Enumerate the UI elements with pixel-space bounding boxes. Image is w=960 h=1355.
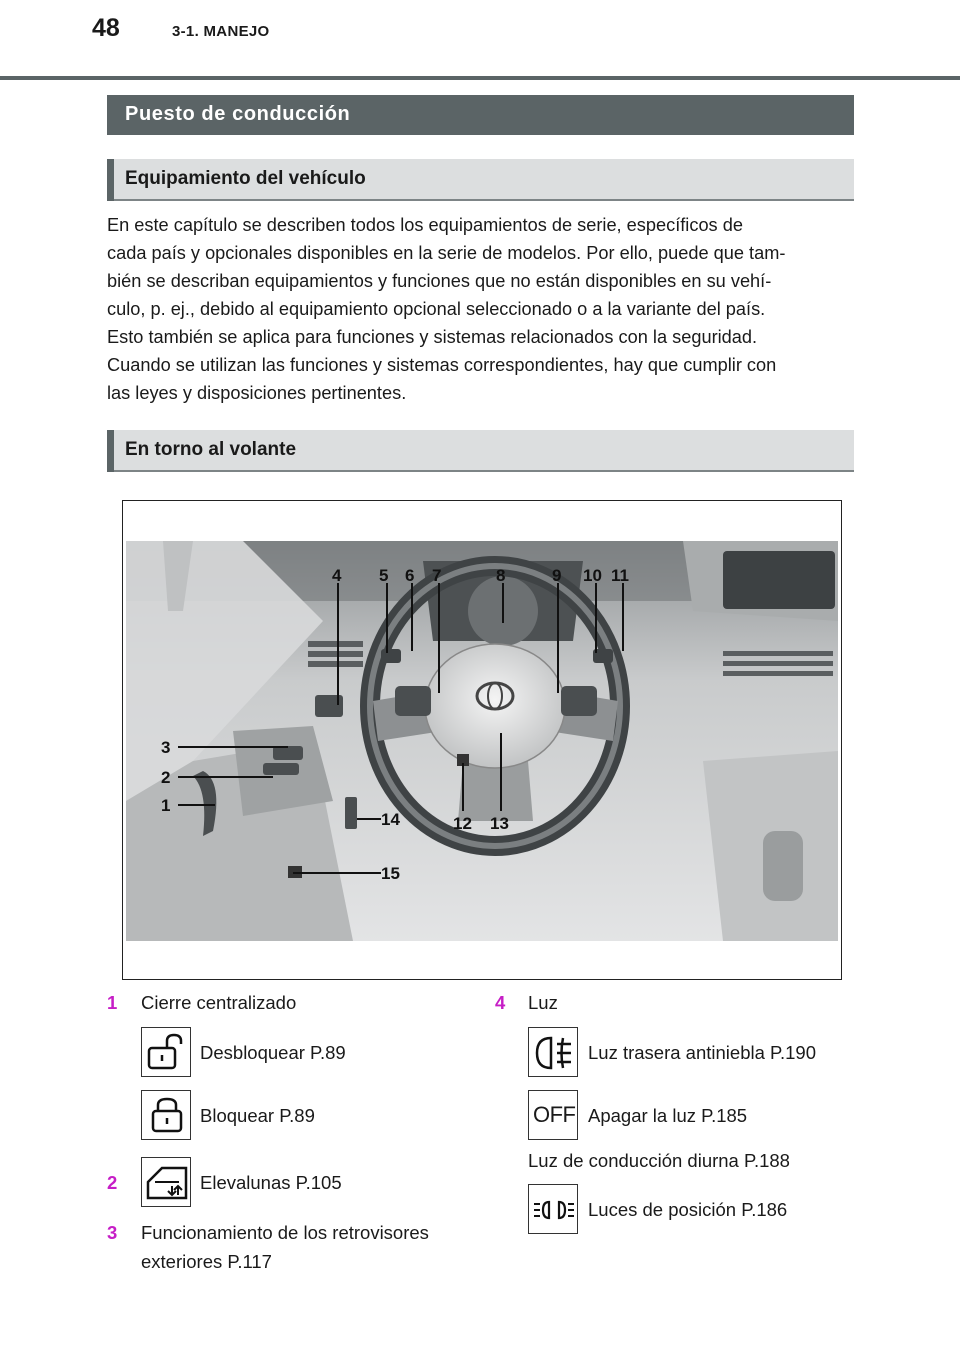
intro-line: bién se describan equipamientos y funciones que no están disponibles en su vehí- — [107, 271, 772, 291]
callout-1: 1 — [161, 796, 171, 815]
subsection-title: En torno al volante — [125, 439, 297, 460]
section-label: 3-1. MANEJO — [172, 23, 270, 40]
callout-7: 7 — [432, 566, 442, 585]
legend-number-4: 4 — [495, 992, 506, 1013]
header-rule — [0, 76, 960, 80]
light-off-icon — [528, 1090, 578, 1140]
window-label: Elevalunas P.105 — [200, 1172, 342, 1193]
cockpit-illustration — [123, 501, 841, 979]
lock-label: Bloquear P.89 — [200, 1105, 315, 1126]
subsection-title: Equipamiento del vehículo — [125, 168, 366, 189]
callout-12: 12 — [453, 814, 472, 833]
callout-6: 6 — [405, 566, 415, 585]
window-icon — [141, 1157, 191, 1207]
intro-paragraph — [107, 211, 857, 407]
gear-selector — [763, 831, 803, 901]
intro-line: culo, p. ej., debido al equipamiento opcional seleccionado o a la variante del país. — [107, 299, 766, 319]
drl-label: Luz de conducción diurna P.188 — [528, 1150, 790, 1171]
off-icon-text: OFF — [533, 1102, 576, 1127]
parking-light-label: Luces de posición P.186 — [588, 1199, 788, 1220]
subsection-accent — [107, 430, 114, 472]
intro-line: Cuando se utilizan las funciones y sistemas correspondientes, hay que cumplir con — [107, 355, 777, 375]
rear-fog-label: Luz trasera antiniebla P.190 — [588, 1042, 816, 1063]
light-off-label: Apagar la luz P.185 — [588, 1105, 748, 1126]
callout-15: 15 — [381, 864, 400, 883]
center-display — [723, 551, 835, 609]
callout-9: 9 — [552, 566, 562, 585]
mirror-label-line2: exteriores P.117 — [141, 1251, 272, 1272]
subsection-equipment — [107, 159, 854, 201]
steering-wheel-figure — [122, 500, 842, 980]
chapter-bar — [107, 95, 854, 135]
intro-line: Esto también se aplica para funciones y sistemas relacionados con la seguridad. — [107, 327, 758, 347]
callout-14: 14 — [381, 810, 400, 829]
legend-label-1: Cierre centralizado — [141, 992, 297, 1013]
intro-line: cada país y opcionales disponibles en la serie de modelos. Por ello, puede que tam- — [107, 243, 786, 263]
callout-10: 10 — [583, 566, 602, 585]
intro-line: En este capítulo se describen todos los equipamientos de serie, específicos de — [107, 215, 743, 235]
steering-hub — [425, 644, 565, 768]
page-number: 48 — [92, 14, 120, 42]
intro-line: las leyes y disposiciones pertinentes. — [107, 383, 407, 403]
legend-number-2: 2 — [107, 1172, 118, 1193]
callout-8: 8 — [496, 566, 506, 585]
subsection-accent — [107, 159, 114, 201]
lock-icon — [141, 1090, 191, 1140]
legend-number-1: 1 — [107, 992, 118, 1013]
callout-5: 5 — [379, 566, 389, 585]
unlock-label: Desbloquear P.89 — [200, 1042, 346, 1063]
parking-light-icon — [528, 1184, 578, 1234]
unlock-icon — [141, 1027, 191, 1077]
callout-3: 3 — [161, 738, 171, 757]
legend-number-3: 3 — [107, 1222, 118, 1243]
subsection-steering — [107, 430, 854, 472]
callout-4: 4 — [332, 566, 342, 585]
mirror-label-line1: Funcionamiento de los retrovisores — [141, 1222, 429, 1243]
callout-2: 2 — [161, 768, 171, 787]
callout-11: 11 — [611, 566, 629, 585]
rear-fog-light-icon — [528, 1027, 578, 1077]
legend-label-4: Luz — [528, 992, 558, 1013]
chapter-title: Puesto de conducción — [125, 103, 351, 125]
callout-13: 13 — [490, 814, 509, 833]
